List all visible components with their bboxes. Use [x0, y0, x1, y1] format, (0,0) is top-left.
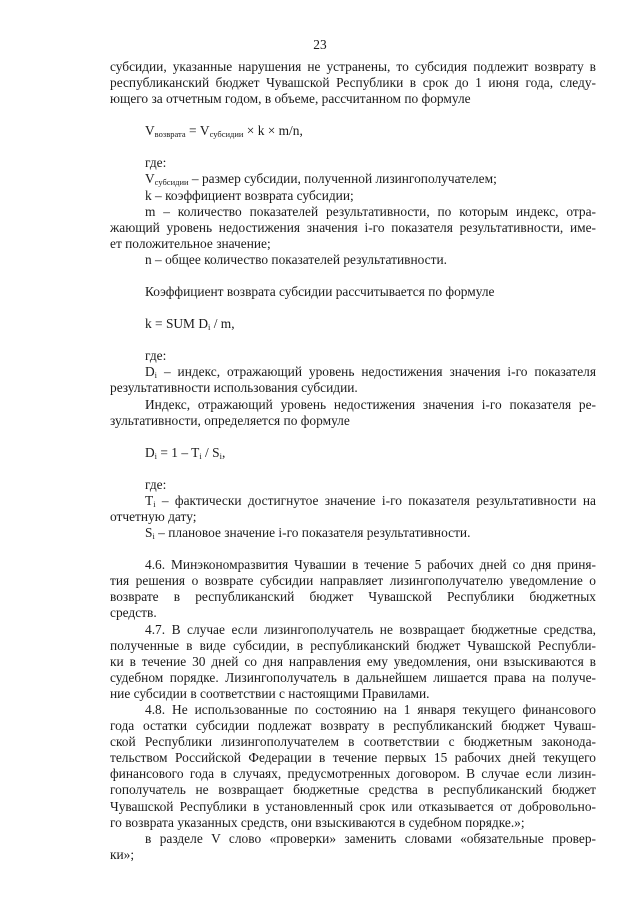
text-line: возврате в республиканский бюджет Чувашской Республики бюджетных [110, 589, 596, 605]
text-line: 4.6. Минэкономразвития Чувашии в течение 5 рабочих дней со дня приня- [145, 557, 596, 573]
where-label: где: [145, 155, 167, 171]
paragraph-intro [110, 59, 596, 107]
text-line: 4.8. Не использованные по состоянию на 1 января текущего финансового [145, 702, 596, 717]
text-line: тельством Российской Федерации в течение первых 15 рабочих дней текущего [110, 750, 596, 766]
spacer [110, 300, 596, 316]
text-line: полученные в виде субсидии, в республиканский бюджет Чувашской Республи- [110, 637, 596, 653]
text-line: судебном порядке. Лизингополучатель в дальнейшем лишается права на получе- [110, 669, 596, 685]
text-line: средств. [110, 605, 157, 621]
formula-index: $D_i = 1 - T_i / S_i$, [145, 444, 226, 461]
coef-intro: Коэффициент возврата субсидии рассчитывается по формуле [145, 284, 495, 300]
paragraph-4-6 [110, 557, 596, 621]
text-line: ки»; [110, 846, 135, 862]
formula-coefficient: k = SUM $D_i$ / m, [145, 316, 235, 333]
text-line: 4.7. В случае если лизингополучатель не возвращает бюджетные средства, [145, 621, 596, 637]
text-line: ние субсидии в соответствии с настоящими Правилами. [110, 685, 430, 701]
definitions-3 [110, 477, 596, 541]
text-line: го возврата указанных средств, они взыскиваются в судебном порядке.»; [110, 814, 525, 830]
definition-v: $V_{субсидии}$ – размер субсидии, полученной лизингополучателем; [145, 171, 497, 188]
spacer [110, 268, 596, 284]
text-line: ющего за отчетным годом, в объеме, рассчитанном по формуле [110, 91, 471, 107]
text-line: результативности использования субсидии. [110, 380, 358, 396]
spacer [110, 332, 596, 348]
text-line: ской Республики лизингополучателем в соответствии с бюджетным законода- [110, 734, 596, 750]
text-line: отчетную дату; [110, 508, 197, 524]
where-label: где: [145, 348, 167, 364]
text-line: года остатки субсидии подлежат возврату в республиканский бюджет Чуваш- [110, 718, 596, 734]
document-body [110, 59, 596, 863]
text-line: m – количество показателей результативности, по которым индекс, отра- [145, 203, 596, 219]
text-line: республиканский бюджет Чувашской Республики в срок до 1 июня года, следу- [110, 75, 596, 91]
text-line: гополучатель не возвращает бюджетные средства в республиканский бюджет [110, 782, 596, 798]
text-line: Индекс, отражающий уровень недостижения значения i-го показателя ре- [145, 396, 596, 412]
where-label: где: [145, 476, 167, 492]
spacer [110, 107, 596, 123]
formula-refund: $V_{возврата} = V_{субсидии} \times k \times m/n$, [145, 123, 303, 140]
definition-s: $S_i$ – плановое значение i-го показателя результативности. [145, 525, 471, 542]
definition-k: k – коэффициент возврата субсидии; [145, 187, 354, 203]
definition-d: $D_i$ – индекс, отражающий уровень недостижения значения i-го показателя [145, 364, 596, 381]
spacer [110, 541, 596, 557]
spacer [110, 429, 596, 445]
paragraph-4-7 [110, 622, 596, 702]
text-line: Чувашской Республики в установленный срок или отказывается от добровольно- [110, 798, 596, 814]
definition-n: n – общее количество показателей результативности. [145, 251, 447, 267]
page-number: 23 [313, 37, 327, 52]
spacer [110, 461, 596, 477]
text-line: зультативности, определяется по формуле [110, 412, 350, 428]
paragraph-4-8 [110, 702, 596, 831]
definition-t: $T_i$ – фактически достигнутое значение i-го показателя результативности на [145, 492, 596, 509]
text-line: финансового года в случаях, предусмотренных договором. В случае если лизин- [110, 766, 596, 782]
definitions-1 [110, 155, 596, 268]
text-line: субсидии, указанные нарушения не устранены, то субсидия подлежит возврату в [110, 59, 596, 74]
text-line: ет положительное значение; [110, 235, 271, 251]
definitions-2 [110, 348, 596, 428]
text-line: тия решения о возврате субсидии направляет лизингополучателю уведомление о [110, 573, 596, 589]
spacer [110, 139, 596, 155]
paragraph-section-v [110, 831, 596, 863]
text-line: жающий уровень недостижения значения i-го показателя результативности, име- [110, 219, 596, 235]
text-line: ки в течение 30 дней со дня направления ему уведомления, они взыскиваются в [110, 653, 596, 669]
text-line: в разделе V слово «проверки» заменить словами «обязательные провер- [145, 830, 596, 846]
